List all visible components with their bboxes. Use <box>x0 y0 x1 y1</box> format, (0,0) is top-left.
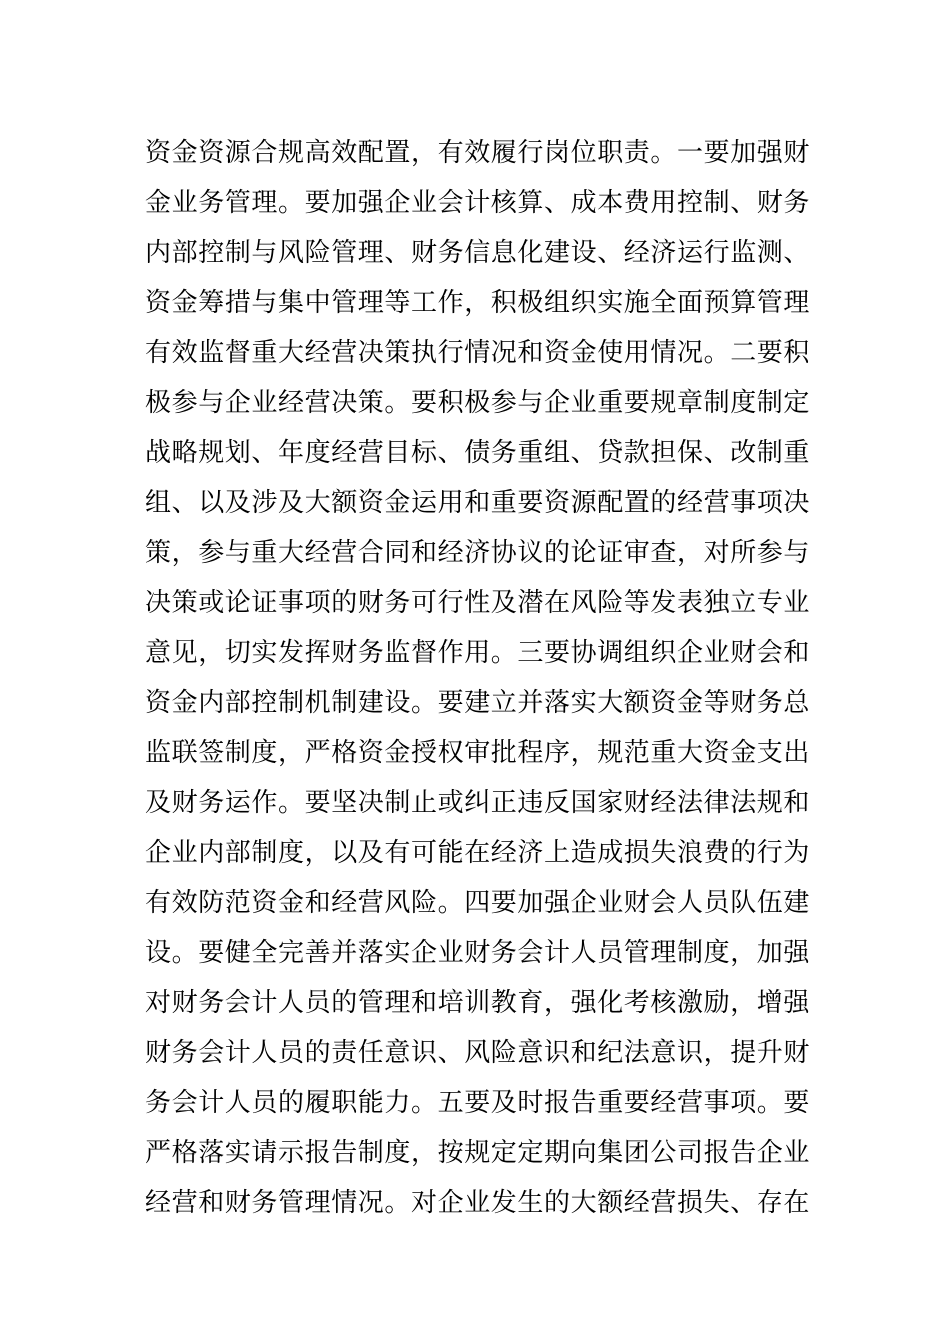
text-line: 策，参与重大经营合同和经济协议的论证审查，对所参与 <box>145 538 811 568</box>
body-paragraph <box>145 128 810 1228</box>
text-line: 务会计人员的履职能力。五要及时报告重要经营事项。要 <box>145 1088 811 1118</box>
text-line: 有效防范资金和经营风险。四要加强企业财会人员队伍建 <box>145 888 811 918</box>
text-line: 资金资源合规高效配置，有效履行岗位职责。一要加强财 <box>145 138 811 168</box>
text-line: 金业务管理。要加强企业会计核算、成本费用控制、财务 <box>145 188 811 218</box>
text-line: 财务会计人员的责任意识、风险意识和纪法意识，提升财 <box>145 1038 811 1068</box>
text-line: 意见，切实发挥财务监督作用。三要协调组织企业财会和 <box>145 638 811 668</box>
text-line: 极参与企业经营决策。要积极参与企业重要规章制度制定 <box>145 388 811 418</box>
text-line: 战略规划、年度经营目标、债务重组、贷款担保、改制重 <box>145 438 811 468</box>
text-line: 严格落实请示报告制度，按规定定期向集团公司报告企业 <box>145 1138 811 1168</box>
text-line: 资金内部控制机制建设。要建立并落实大额资金等财务总 <box>145 688 811 718</box>
text-line: 及财务运作。要坚决制止或纠正违反国家财经法律法规和 <box>145 788 811 818</box>
text-line: 有效监督重大经营决策执行情况和资金使用情况。二要积 <box>145 338 811 368</box>
text-line: 决策或论证事项的财务可行性及潜在风险等发表独立专业 <box>145 588 811 618</box>
text-line: 监联签制度，严格资金授权审批程序，规范重大资金支出 <box>145 738 811 768</box>
text-line: 经营和财务管理情况。对企业发生的大额经营损失、存在 <box>145 1188 811 1218</box>
text-line: 对财务会计人员的管理和培训教育，强化考核激励，增强 <box>145 988 811 1018</box>
text-line: 资金筹措与集中管理等工作，积极组织实施全面预算管理 <box>145 288 811 318</box>
text-line: 设。要健全完善并落实企业财务会计人员管理制度，加强 <box>145 938 811 968</box>
text-line: 组、以及涉及大额资金运用和重要资源配置的经营事项决 <box>145 488 811 518</box>
text-line: 内部控制与风险管理、财务信息化建设、经济运行监测、 <box>145 238 811 268</box>
text-line: 企业内部制度，以及有可能在经济上造成损失浪费的行为 <box>145 838 811 868</box>
